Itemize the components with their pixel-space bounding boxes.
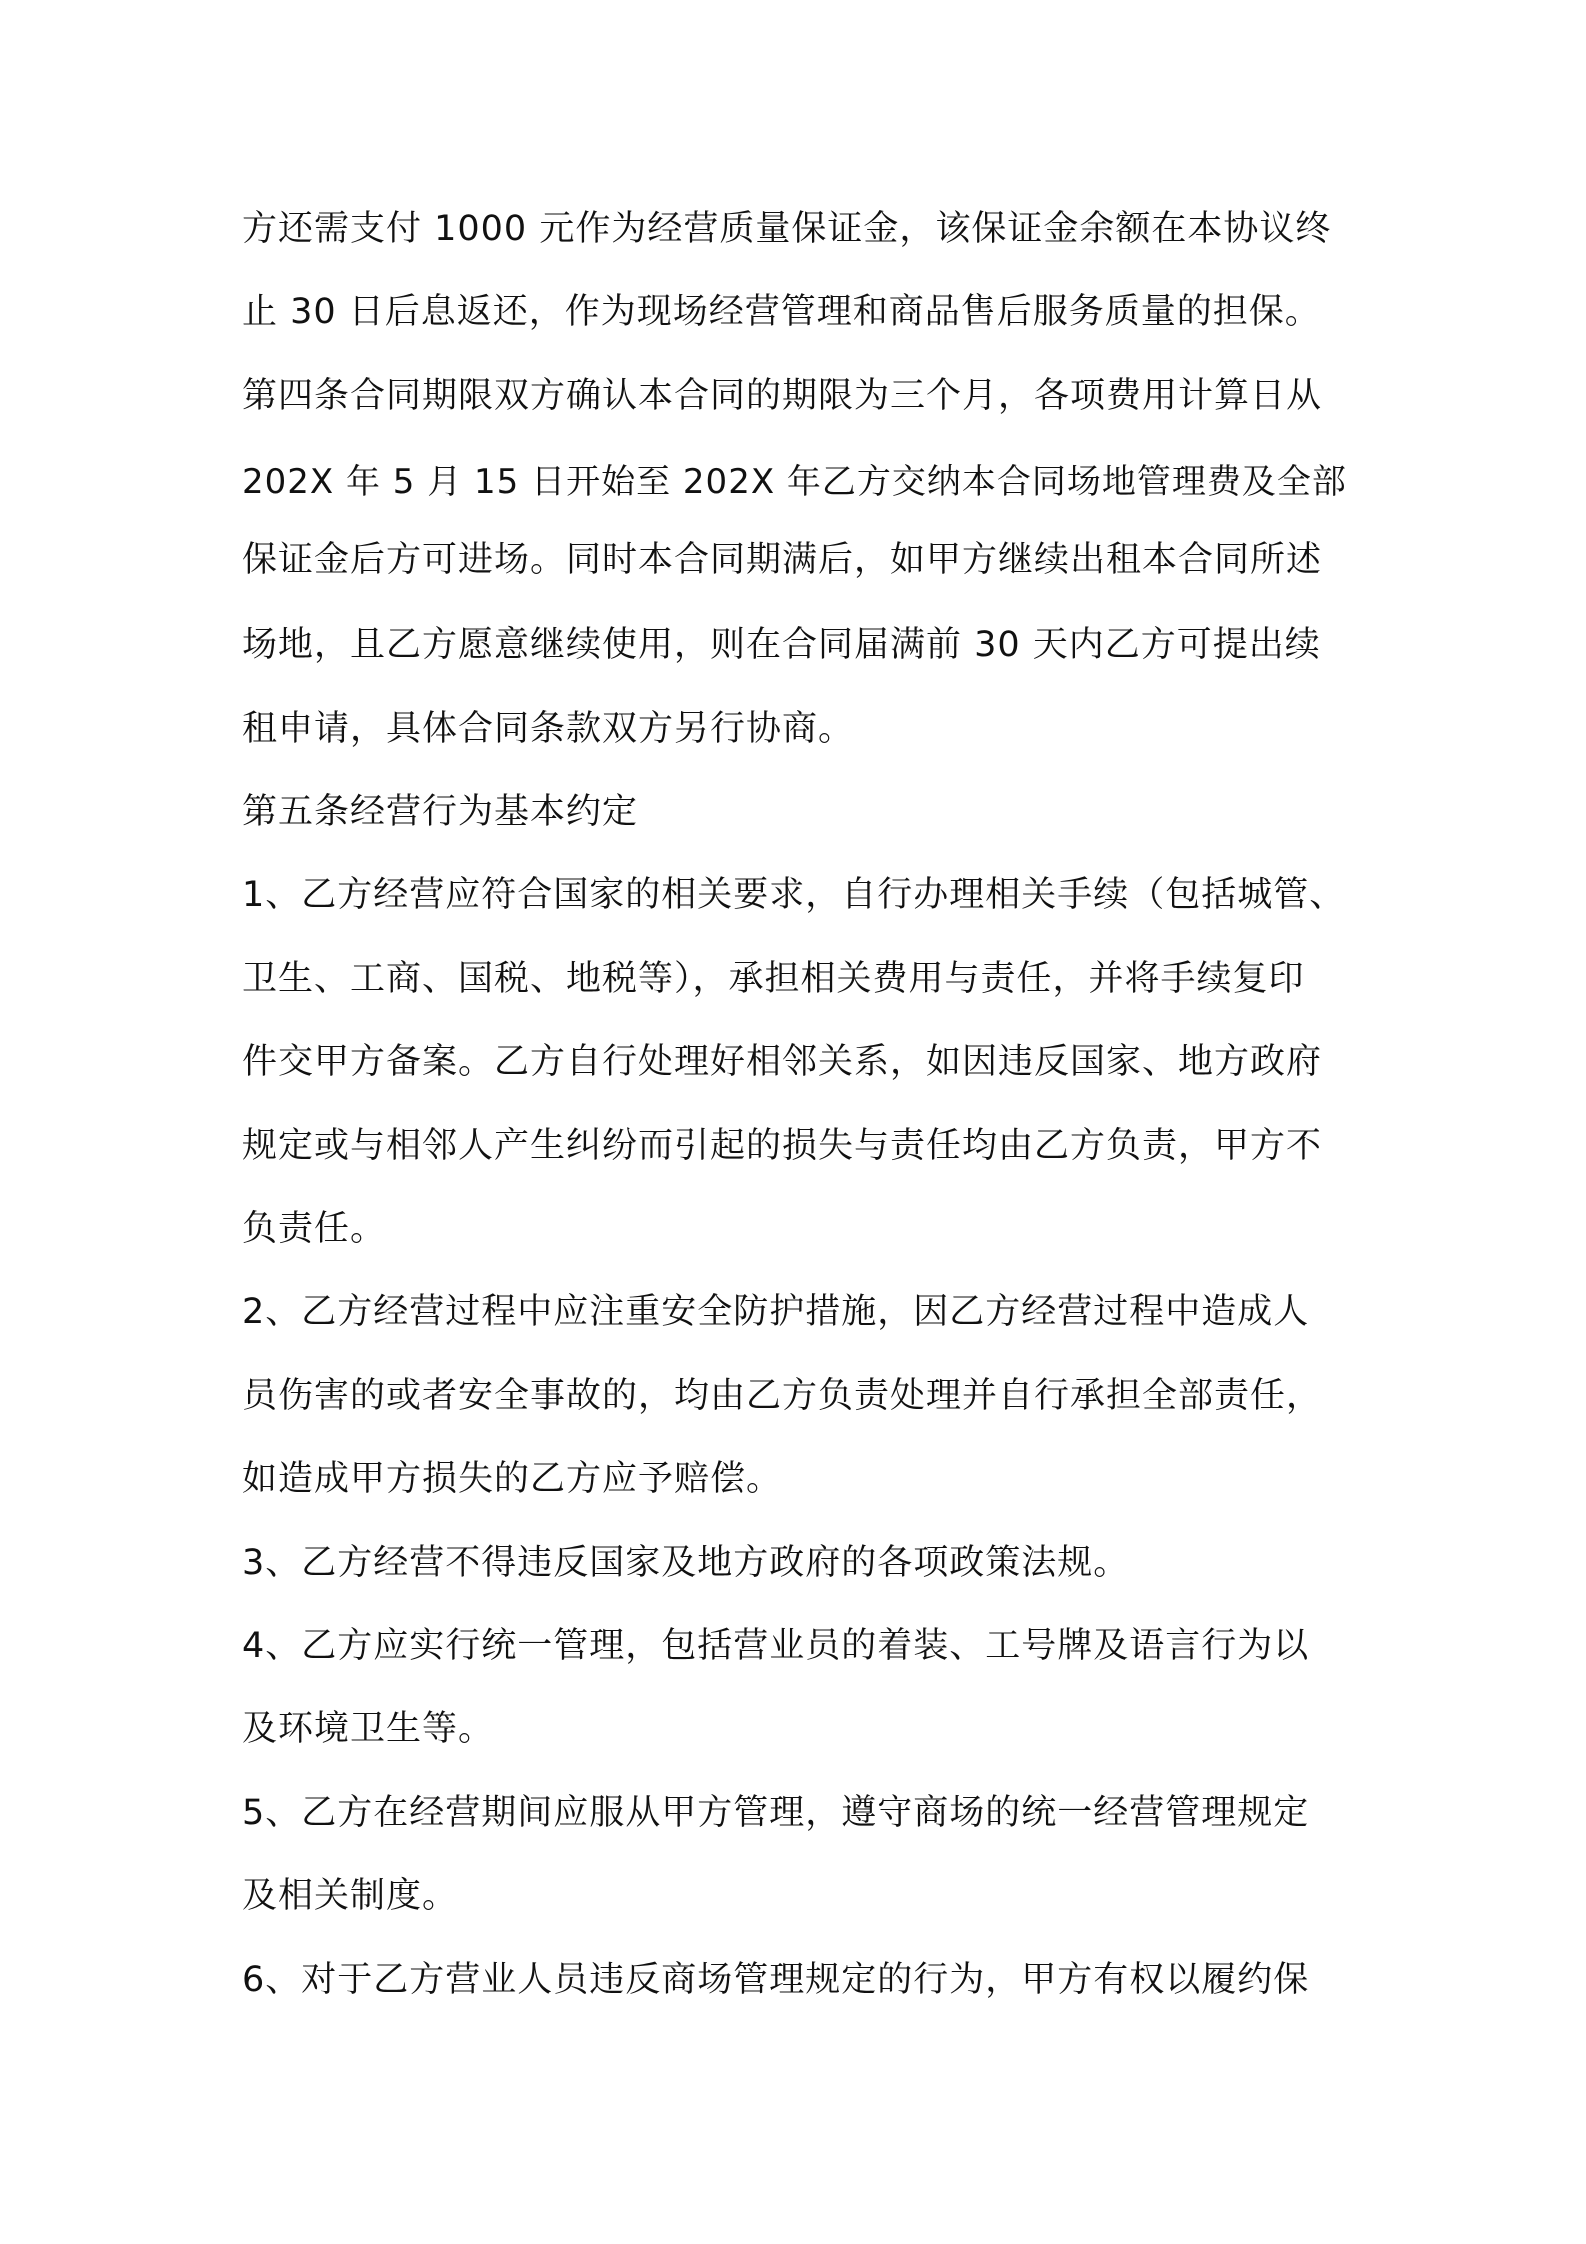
text-line: 202X 年 5 月 15 日开始至 202X 年乙方交纳本合同场地管理费及全部	[242, 462, 1347, 502]
text-line: 止 30 日后息返还，作为现场经营管理和商品售后服务质量的担保。	[242, 292, 1321, 332]
text-line: 6、对于乙方营业人员违反商场管理规定的行为，甲方有权以履约保	[242, 1960, 1310, 2000]
text-line: 规定或与相邻人产生纠纷而引起的损失与责任均由乙方负责，甲方不	[242, 1126, 1323, 1166]
text-line: 如造成甲方损失的乙方应予赔偿。	[242, 1459, 783, 1499]
text-line: 第四条合同期限双方确认本合同的期限为三个月，各项费用计算日从	[242, 376, 1323, 416]
text-line: 员伤害的或者安全事故的，均由乙方负责处理并自行承担全部责任，	[242, 1376, 1323, 1416]
text-line: 5、乙方在经营期间应服从甲方管理，遵守商场的统一经营管理规定	[242, 1793, 1310, 1833]
text-line: 件交甲方备案。乙方自行处理好相邻关系，如因违反国家、地方政府	[242, 1042, 1323, 1082]
text-line: 及相关制度。	[242, 1876, 459, 1916]
text-line: 负责任。	[242, 1209, 387, 1249]
text-line: 租申请，具体合同条款双方另行协商。	[242, 709, 855, 749]
text-line: 2、乙方经营过程中应注重安全防护措施，因乙方经营过程中造成人	[242, 1292, 1310, 1332]
text-line: 3、乙方经营不得违反国家及地方政府的各项政策法规。	[242, 1543, 1130, 1583]
text-line: 卫生、工商、国税、地税等），承担相关费用与责任，并将手续复印	[242, 959, 1305, 999]
text-line: 保证金后方可进场。同时本合同期满后，如甲方继续出租本合同所述	[242, 540, 1323, 580]
text-line: 1、乙方经营应符合国家的相关要求，自行办理相关手续（包括城管、	[242, 875, 1346, 915]
text-line: 及环境卫生等。	[242, 1709, 495, 1749]
section-heading: 第五条经营行为基本约定	[242, 792, 639, 832]
text-line: 4、乙方应实行统一管理，包括营业员的着装、工号牌及语言行为以	[242, 1626, 1310, 1666]
text-line: 场地，且乙方愿意继续使用，则在合同届满前 30 天内乙方可提出续	[242, 625, 1321, 665]
text-line: 方还需支付 1000 元作为经营质量保证金，该保证金余额在本协议终	[242, 209, 1332, 249]
